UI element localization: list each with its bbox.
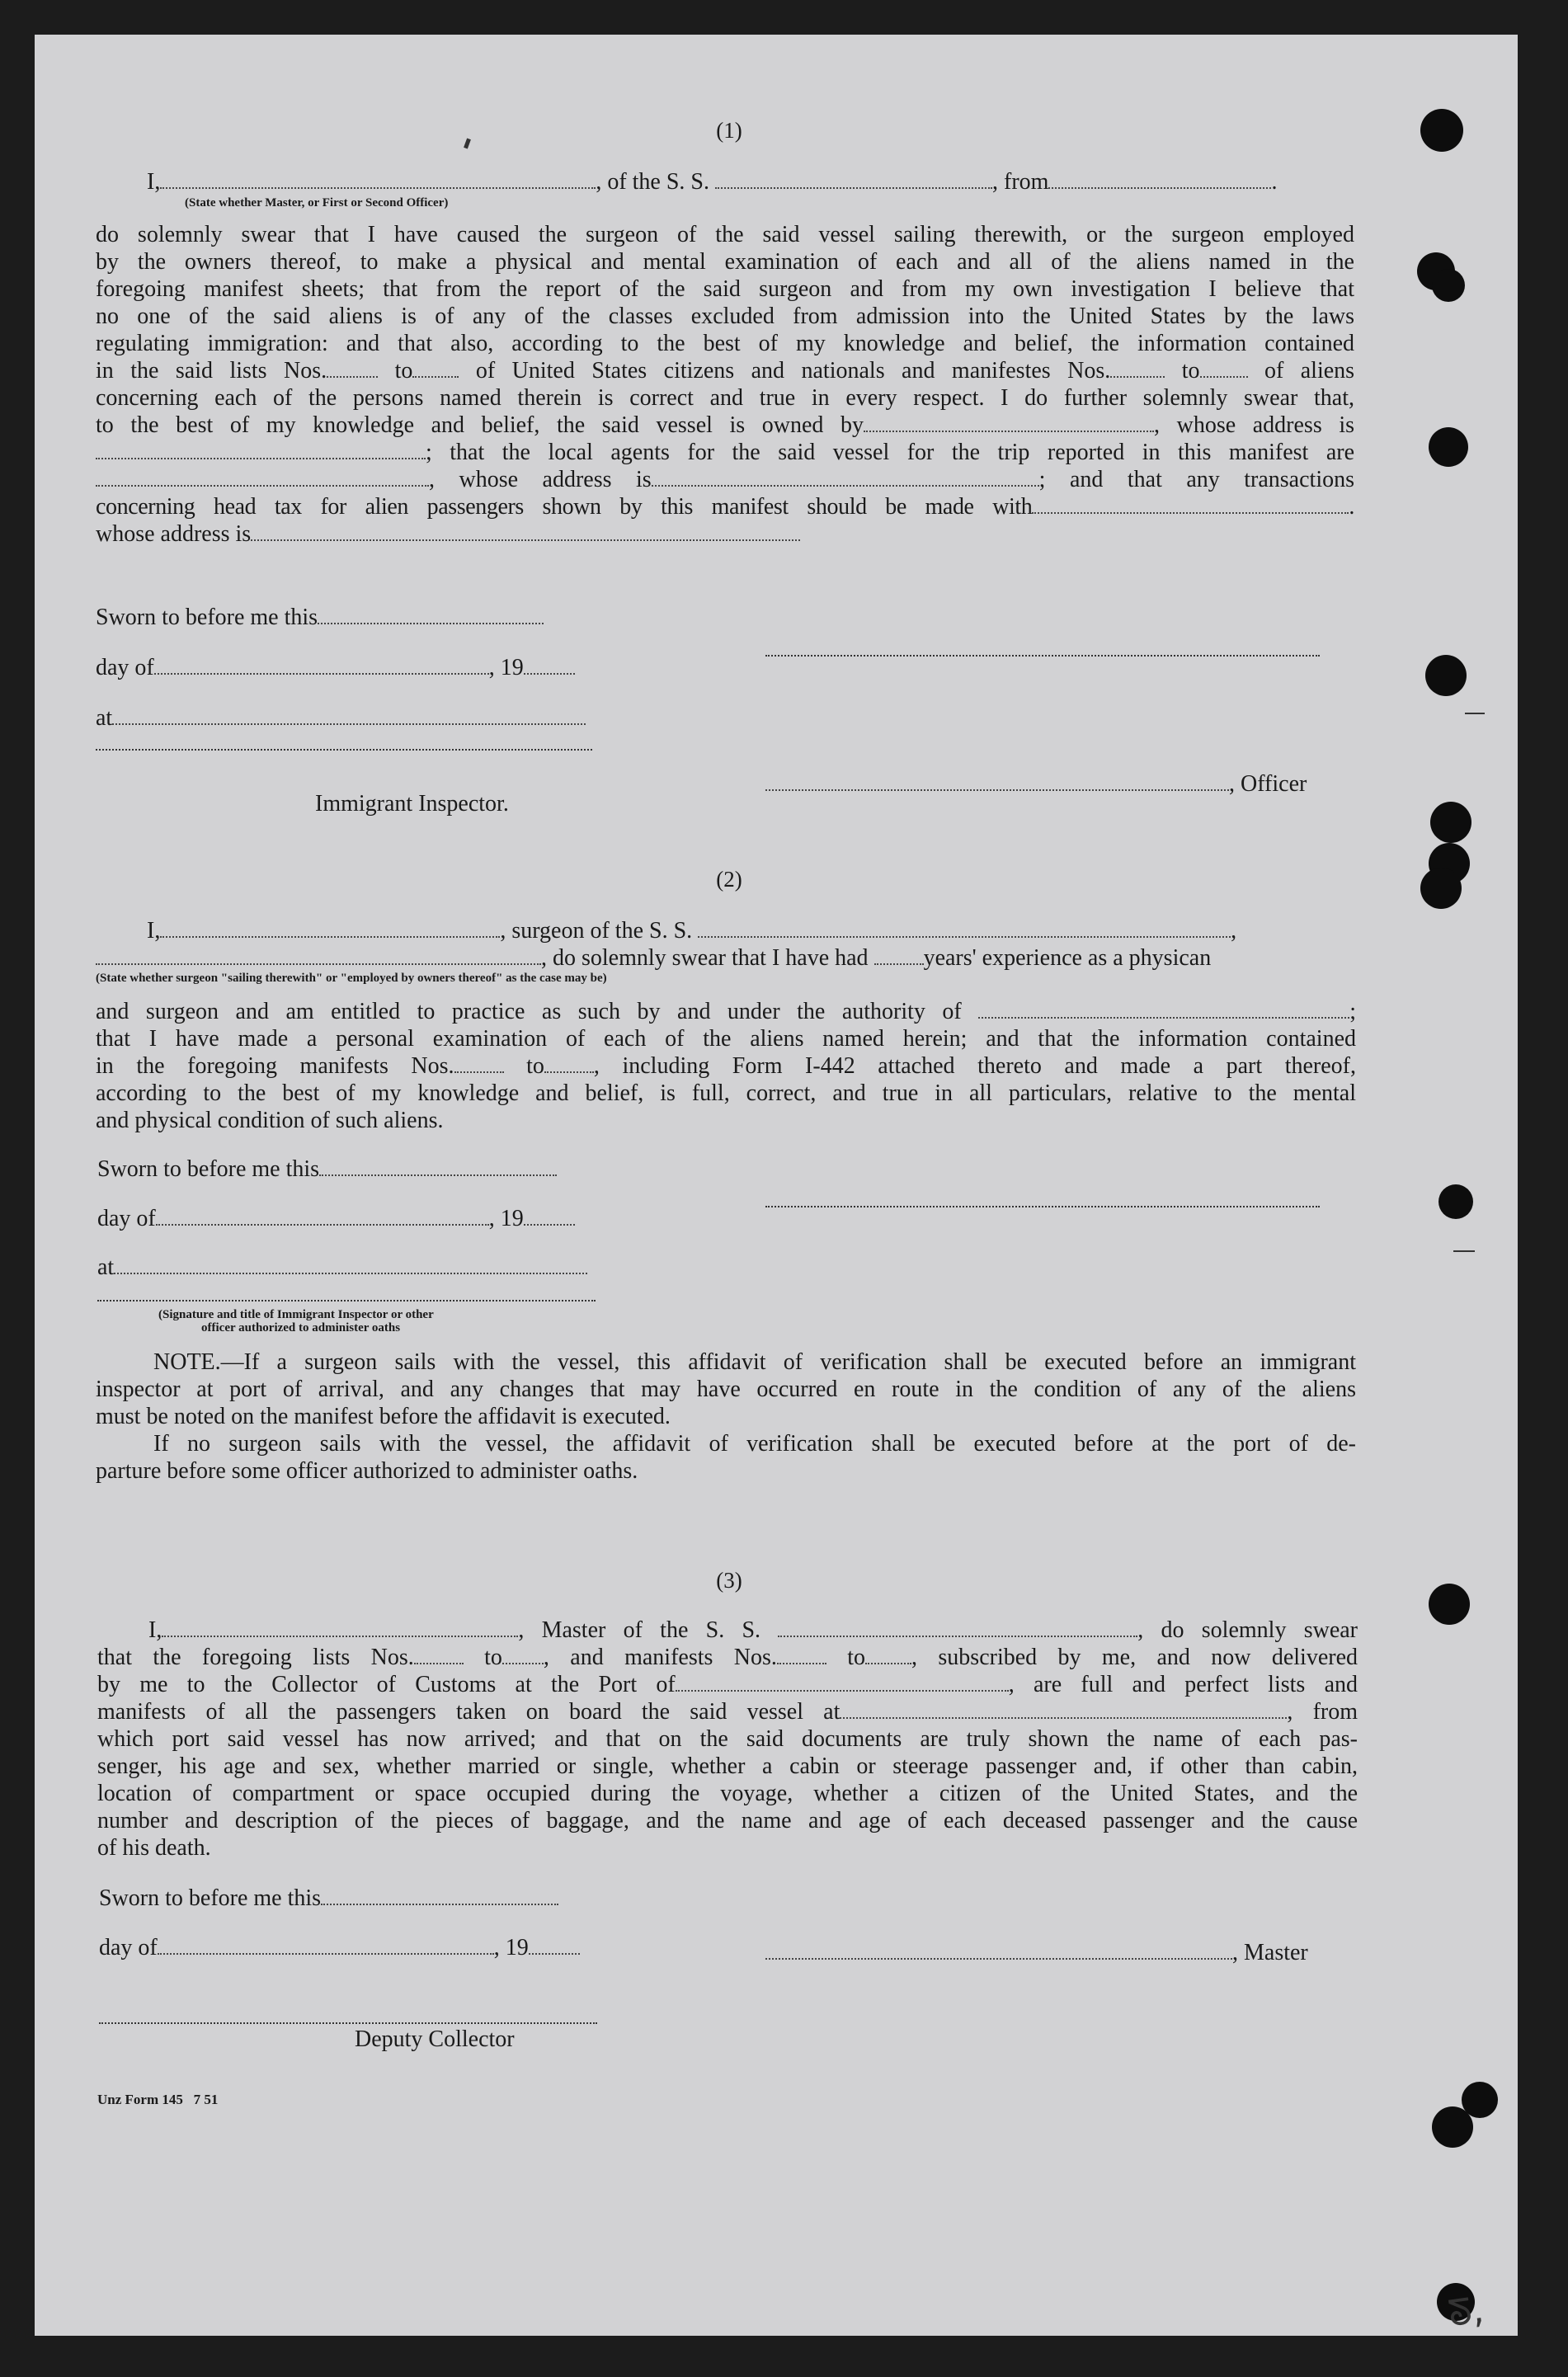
s1-headtax-field[interactable]: [1032, 496, 1349, 514]
s1-text-line: by the owners thereof, to make a physical and mental examination of each and all of the aliens named in the: [96, 249, 1354, 275]
s1-agents-field[interactable]: [96, 468, 429, 487]
s1-manifests-from-field[interactable]: [1110, 360, 1165, 378]
s1-day-field[interactable]: [154, 657, 489, 675]
s3-master-label: , Master: [1232, 1940, 1308, 1965]
s3-lists-c: , and manifests Nos.: [543, 1645, 777, 1670]
binder-hole: [1432, 2106, 1473, 2148]
s2-sig-note-2: officer authorized to administer oaths: [201, 1321, 401, 1334]
s2-paragraph: [96, 998, 1356, 1134]
s1-from-port-field[interactable]: [1048, 171, 1271, 189]
s3-line1: [97, 1617, 1358, 1644]
s2-text-line: and physical condition of such aliens.: [96, 1108, 444, 1133]
binder-hole: [1430, 802, 1471, 843]
s3-lists-line: [97, 1644, 1358, 1671]
s1-lists-from-field[interactable]: [327, 360, 378, 378]
s1-owned-b: , whose address is: [1154, 412, 1354, 438]
s1-whose-a: , whose address is: [429, 467, 652, 492]
s1-19-label: , 19: [488, 655, 524, 680]
s2-surgeon-signature-line[interactable]: [765, 1206, 1320, 1207]
s2-authority-a: and surgeon and am entitled to practice as such by and under the authority of: [96, 999, 962, 1024]
s3-text-line: location of compartment or space occupied during the voyage, whether a citizen of the United States, and the: [97, 1781, 1358, 1806]
s2-manifests-line: [96, 1052, 1356, 1080]
s3-master-signature-field[interactable]: [765, 1942, 1232, 1960]
s3-lists-b: to: [484, 1645, 502, 1670]
s1-day-label: day of: [96, 655, 154, 680]
s1-text-line: no one of the said aliens is of any of the classes excluded from admission into the United States by the laws: [96, 304, 1354, 329]
s1-year-field[interactable]: [524, 657, 575, 675]
s1-lists-to-field[interactable]: [412, 360, 459, 378]
s3-year-field[interactable]: [529, 1937, 580, 1955]
s2-at-field[interactable]: [114, 1256, 587, 1274]
s1-inspector-label: Immigrant Inspector.: [315, 791, 509, 817]
s2-note-paragraph: [96, 1349, 1356, 1485]
s2-line2-a: , do solemnly swear that I have had: [541, 945, 869, 971]
s3-taken-a: manifests of all the passengers taken on board the said vessel at: [97, 1699, 841, 1725]
s3-vessel-name-field[interactable]: [778, 1619, 1137, 1637]
section-1-number: (1): [716, 118, 742, 143]
s2-no-surgeon-line: parture before some officer authorized to administer oaths.: [96, 1458, 638, 1484]
s3-master-name-field[interactable]: [162, 1619, 518, 1637]
binder-hole: [1439, 1184, 1473, 1219]
s2-note-line: NOTE.—If a surgeon sails with the vessel, this affidavit of verification shall be executed before an immigrant: [153, 1349, 1356, 1375]
s2-day-label: day of: [97, 1206, 156, 1231]
form-id: Unz Form 145 7 51: [97, 2092, 219, 2107]
s1-lists-d: to: [1181, 358, 1200, 384]
s2-note: (State whether surgeon "sailing therewith" or "employed by owners thereof" as the case may be): [96, 972, 607, 985]
s2-year-field[interactable]: [524, 1207, 575, 1226]
s2-sig-note-1: (Signature and title of Immigrant Inspector or other: [158, 1308, 434, 1321]
s1-headtax-line: [96, 493, 1354, 520]
s3-i-label: I,: [148, 1617, 162, 1643]
s3-day-field[interactable]: [158, 1937, 494, 1955]
s3-19-label: , 19: [493, 1935, 529, 1960]
s1-lists-line: [96, 357, 1354, 384]
handwritten-mark: ᘕ,: [1445, 2289, 1486, 2336]
s3-text-line: number and description of the pieces of baggage, and the name and age of each deceased passenger and the cause: [97, 1808, 1358, 1833]
binder-hole: [1425, 655, 1467, 696]
s2-surgeon-label: , surgeon of the S. S.: [500, 918, 693, 944]
s2-manifests-a: in the foregoing manifests Nos.: [96, 1053, 454, 1079]
s3-lists-from-field[interactable]: [414, 1646, 464, 1664]
s3-text-line: which port said vessel has now arrived; and that on the said documents are truly shown the name of each pas-: [97, 1726, 1358, 1752]
s1-line1: [147, 168, 1277, 195]
binder-hole: [1429, 1584, 1470, 1625]
s2-text-line: according to the best of my knowledge and belief, is full, correct, and true in all particulars, relative to the mental: [96, 1080, 1356, 1106]
s1-of-ss-label: , of the S. S.: [596, 169, 710, 195]
s1-paragraph: [96, 221, 1354, 548]
s3-lists-e: , subscribed by me, and now delivered: [911, 1645, 1358, 1670]
s1-day: [96, 654, 575, 681]
s3-taken-port-field[interactable]: [840, 1701, 1287, 1719]
s1-headtax-text: concerning head tax for alien passengers shown by this manifest should be made with: [96, 494, 1033, 520]
s3-day: [99, 1934, 580, 1961]
s1-line1-end: .: [1271, 169, 1278, 195]
s3-swear-label: , do solemnly swear: [1137, 1617, 1358, 1643]
s2-line1-end: ,: [1231, 918, 1237, 944]
s2-authority-b: ;: [1349, 999, 1357, 1024]
s2-line1: [147, 917, 1236, 944]
s2-surgeon-name-field[interactable]: [160, 920, 500, 938]
s2-line2-b: years' experience as a physican: [923, 945, 1212, 971]
s1-text-line: foregoing manifest sheets; that from the report of the said surgeon and from my own investigation I believe that: [96, 276, 1354, 302]
ink-speck: [464, 139, 471, 149]
s1-inspector-signature-line[interactable]: [96, 749, 592, 751]
s1-owned-line: [96, 412, 1354, 439]
s2-at-label: at: [97, 1254, 115, 1280]
edge-mark: [1465, 713, 1485, 714]
edge-mark: [1453, 1250, 1475, 1252]
s1-i-label: I,: [147, 169, 161, 195]
s2-19-label: , 19: [488, 1206, 524, 1231]
s2-sworn: [97, 1156, 557, 1183]
s1-from-label: , from: [992, 169, 1049, 195]
s1-manifests-to-field[interactable]: [1200, 360, 1248, 378]
s2-sworn-label: Sworn to before me this: [97, 1156, 320, 1182]
s2-note-line: must be noted on the manifest before the affidavit is executed.: [96, 1404, 671, 1429]
s3-master: [765, 1939, 1308, 1966]
s3-deputy-signature-line[interactable]: [99, 2022, 597, 2024]
s3-port-field[interactable]: [676, 1673, 1009, 1692]
s1-sworn-field[interactable]: [318, 606, 544, 624]
s1-officer-signature-field[interactable]: [765, 773, 1229, 791]
s1-lists-c: of United States citizens and nationals and manifestes Nos.: [475, 358, 1111, 384]
s3-lists-d: to: [847, 1645, 866, 1670]
s3-lists-to-field[interactable]: [502, 1646, 544, 1664]
binder-hole: [1432, 269, 1465, 302]
s2-manifests-to-field[interactable]: [544, 1055, 594, 1073]
s1-lists-a: in the said lists Nos.: [96, 358, 327, 384]
s3-master-label: , Master of the S. S.: [518, 1617, 761, 1643]
s2-day: [97, 1205, 575, 1232]
s3-manifests-from-field[interactable]: [777, 1646, 826, 1664]
binder-hole: [1420, 868, 1462, 909]
s1-whose-b: ; and that any transactions: [1038, 467, 1354, 492]
s3-collector-line: [97, 1671, 1358, 1698]
section-2-number: (2): [716, 867, 742, 892]
s1-vessel-name-field[interactable]: [715, 171, 992, 189]
s1-owner-field[interactable]: [864, 414, 1154, 432]
s1-whose-line: [96, 466, 1354, 493]
s1-lists-b: to: [394, 358, 413, 384]
binder-hole: [1420, 109, 1463, 152]
s3-text-line: of his death.: [97, 1835, 211, 1861]
s1-headtax-end: .: [1349, 494, 1354, 520]
s2-text-line: that I have made a personal examination of each of the aliens named herein; and that the information contained: [96, 1026, 1356, 1052]
s2-years-field[interactable]: [874, 947, 924, 965]
s3-taken-line: [97, 1698, 1358, 1725]
s1-lists-e: of aliens: [1264, 358, 1355, 384]
s1-text-line: concerning each of the persons named therein is correct and true in every respect. I do further solemnly swear that,: [96, 385, 1354, 411]
s3-text-line: senger, his age and sex, whether married or single, whether a cabin or steerage passenger and, if other than cabin,: [97, 1753, 1358, 1779]
s3-manifests-to-field[interactable]: [865, 1646, 911, 1664]
s2-inspector-signature-line[interactable]: [97, 1300, 596, 1301]
s1-whose-address-line: [96, 520, 1354, 548]
s2-authority-field[interactable]: [978, 1000, 1349, 1019]
s3-day-label: day of: [99, 1935, 158, 1960]
s2-note-line: inspector at port of arrival, and any changes that may have occurred en route in the condition of any of the aliens: [96, 1377, 1356, 1402]
s1-text-line: do solemnly swear that I have caused the surgeon of the said vessel sailing therewith, or the surgeon employed: [96, 222, 1354, 247]
s2-authority-line: [96, 998, 1356, 1025]
s1-officer-label: , Officer: [1229, 771, 1307, 797]
s1-agents-line: [96, 439, 1354, 466]
s2-i-label: I,: [147, 918, 161, 944]
s2-no-surgeon-line: If no surgeon sails with the vessel, the affidavit of verification shall be executed before at the port of de-: [153, 1431, 1356, 1457]
s1-headtax-address-field[interactable]: [251, 523, 800, 541]
s3-lists-a: that the foregoing lists Nos.: [97, 1645, 414, 1670]
s1-officer-signature-line-1[interactable]: [765, 655, 1320, 657]
s1-note: (State whether Master, or First or Second Officer): [185, 196, 449, 209]
s2-manifests-b: to: [526, 1053, 544, 1079]
s1-agents-address-field[interactable]: [652, 468, 1039, 487]
s1-text-line: regulating immigration: and that also, according to the best of my knowledge and belief, the information contained: [96, 331, 1354, 356]
s1-at: [96, 704, 586, 732]
s3-sworn-field[interactable]: [321, 1887, 558, 1905]
s1-owner-address-field[interactable]: [96, 441, 426, 459]
s2-sworn-field[interactable]: [319, 1158, 557, 1176]
s3-deputy-label: Deputy Collector: [355, 2026, 515, 2052]
s2-line2: [96, 944, 1211, 972]
s1-sworn-label: Sworn to before me this: [96, 605, 318, 630]
s2-at: [97, 1254, 587, 1281]
s1-officer: [765, 770, 1307, 798]
s3-taken-b: , from: [1287, 1699, 1358, 1725]
s1-at-field[interactable]: [112, 707, 586, 725]
binder-hole: [1429, 427, 1468, 467]
s1-owned-a: to the best of my knowledge and belief, the said vessel is owned by: [96, 412, 864, 438]
s1-agents-text: ; that the local agents for the said vessel for the trip reported in this manifest are: [426, 440, 1354, 465]
s2-manifests-c: , including Form I-442 attached thereto and made a part thereof,: [593, 1053, 1356, 1079]
form-sheet: [35, 35, 1518, 2336]
s1-sworn: [96, 604, 544, 631]
s1-at-label: at: [96, 705, 113, 731]
s2-sailing-field[interactable]: [96, 947, 541, 965]
s3-collector-b: , are full and perfect lists and: [1008, 1672, 1358, 1697]
s3-collector-a: by me to the Collector of Customs at the Port of: [97, 1672, 676, 1697]
s1-whose-address-label: whose address is: [96, 521, 252, 547]
s3-sworn: [99, 1885, 558, 1912]
section-3-number: (3): [716, 1568, 742, 1593]
s1-officer-name-field[interactable]: [160, 171, 596, 189]
s2-day-field[interactable]: [156, 1207, 489, 1226]
s2-manifests-from-field[interactable]: [454, 1055, 504, 1073]
s3-paragraph: [97, 1617, 1358, 1862]
s3-sworn-label: Sworn to before me this: [99, 1885, 322, 1911]
s2-vessel-name-field[interactable]: [698, 920, 1231, 938]
